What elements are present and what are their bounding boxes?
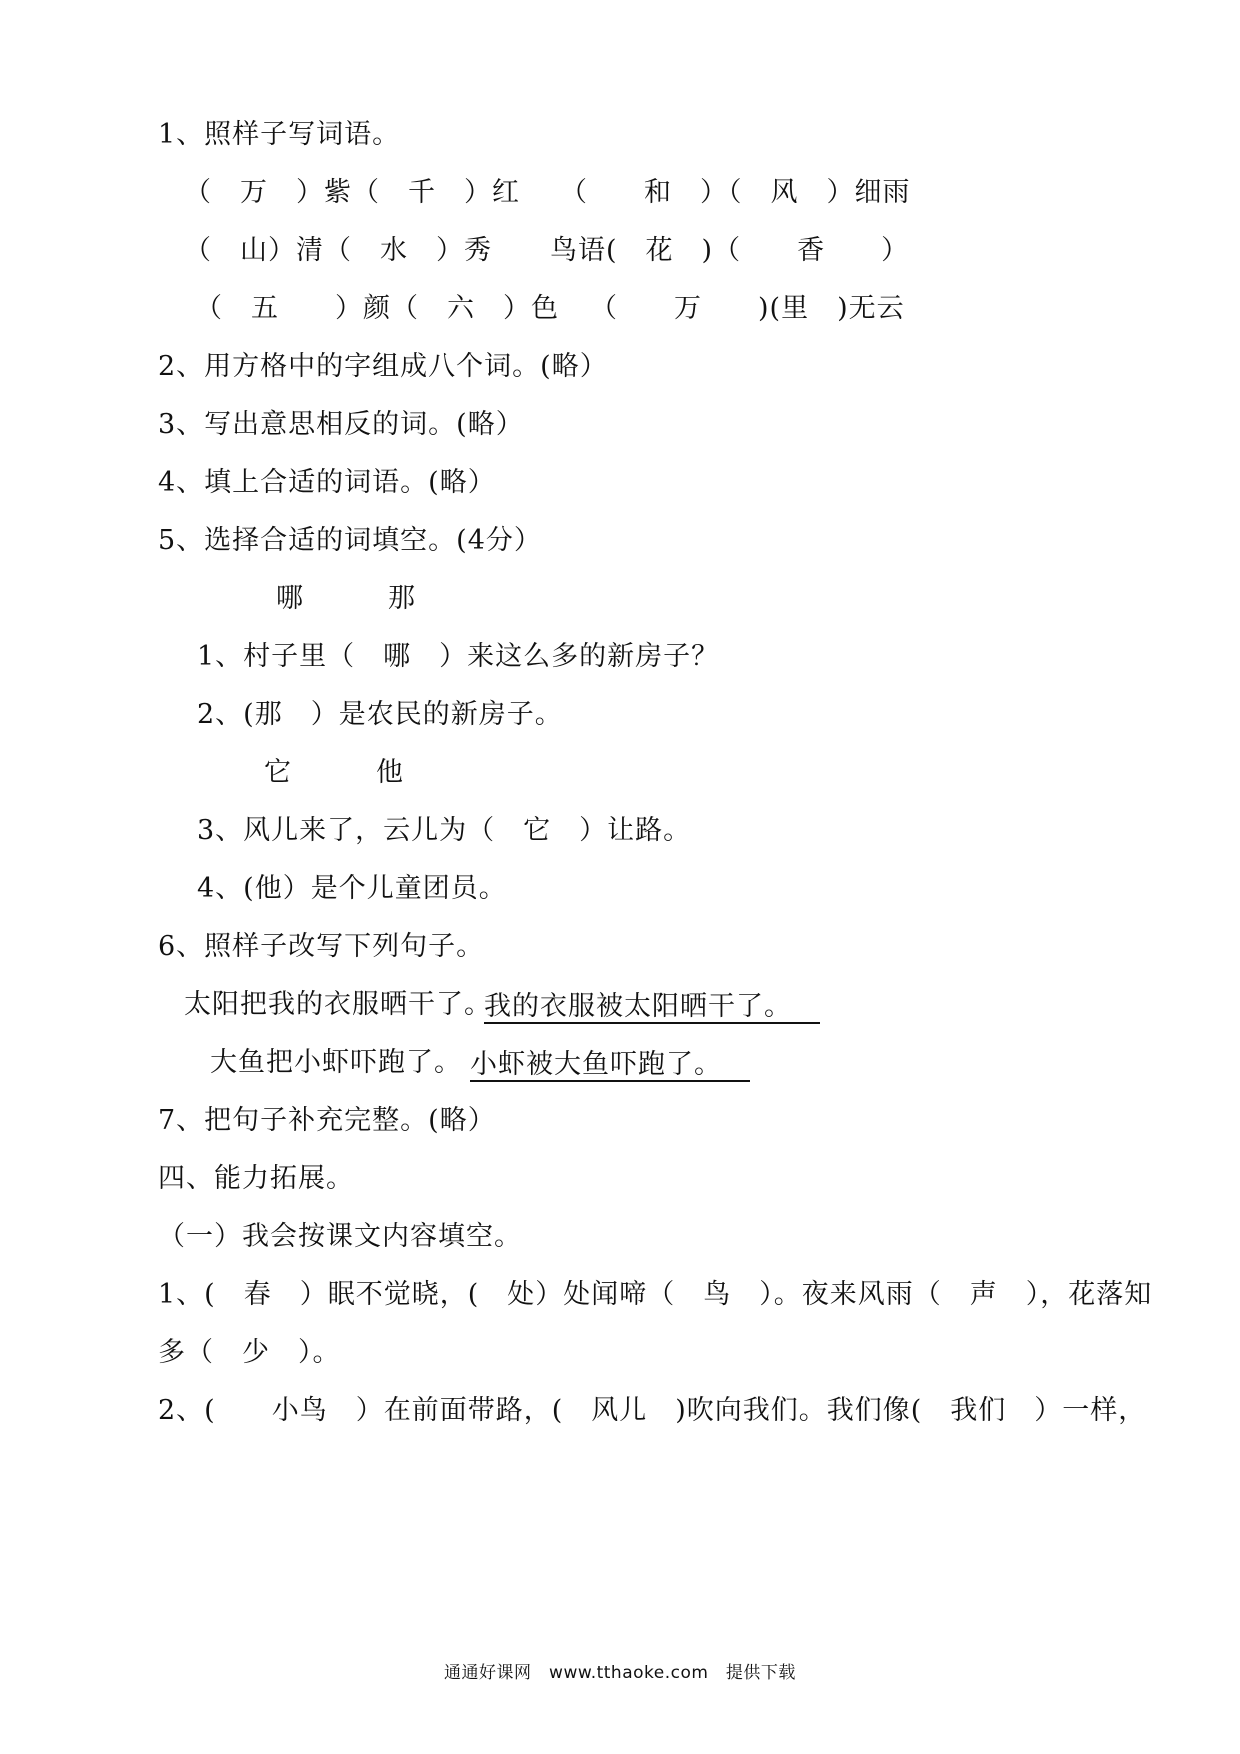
- q6-example-2: 大鱼把小虾吓跑了。: [210, 1047, 462, 1078]
- q6-answer-1: [484, 990, 820, 1024]
- section-4-part-1: （一）我会按课文内容填空。: [158, 1221, 522, 1252]
- q5-sentence-3: 3、风儿来了，云儿为（ 它 ）让路。: [197, 815, 692, 846]
- poem-fill-line-1: 1、( 春 ）眠不觉晓，( 处）处闻啼（ 鸟 ）。夜来风雨（ 声 ），花落知: [158, 1279, 1153, 1310]
- q5-sentence-2: 2、(那 ）是农民的新房子。: [197, 699, 563, 730]
- question-2: 2、用方格中的字组成八个词。(略）: [158, 351, 608, 382]
- question-3: 3、写出意思相反的词。(略）: [158, 409, 524, 440]
- q1-row1-a: （ 万 ）紫（ 千 ）红: [184, 177, 520, 208]
- footer-credit: 通通好课网 www.tthaoke.com 提供下载: [444, 1663, 796, 1683]
- section-4-heading: 四、能力拓展。: [158, 1163, 354, 1194]
- q5-options-1: 哪 那: [276, 583, 416, 614]
- question-6: 6、照样子改写下列句子。: [158, 931, 485, 962]
- question-7: 7、把句子补充完整。(略）: [158, 1105, 496, 1136]
- q1-row3-b: （ 万 )(里 )无云: [590, 293, 905, 324]
- q5-options-2: 它 他: [264, 757, 404, 788]
- q6-answer-2: [470, 1048, 750, 1082]
- q1-row1-b: （ 和 ）（ 风 ）细雨: [560, 177, 911, 208]
- q6-answer-1-text: 我的衣服被太阳晒干了。: [484, 992, 820, 1024]
- q5-sentence-4: 4、(他）是个儿童团员。: [197, 873, 507, 904]
- question-5: 5、选择合适的词填空。(4分）: [158, 525, 542, 556]
- text-fill-line-2: 2、( 小鸟 ）在前面带路，( 风儿 )吹向我们。我们像( 我们 ）一样，: [158, 1395, 1147, 1426]
- q5-sentence-1: 1、村子里（ 哪 ）来这么多的新房子？: [197, 641, 720, 672]
- poem-fill-line-2: 多（ 少 ）。: [158, 1337, 341, 1368]
- q6-example-1: 太阳把我的衣服晒干了。: [184, 989, 492, 1020]
- q1-row2-a: （ 山）清（ 水 ）秀: [184, 235, 492, 266]
- question-4: 4、填上合适的词语。(略）: [158, 467, 496, 498]
- q6-answer-2-text: 小虾被大鱼吓跑了。: [470, 1050, 750, 1082]
- q1-row2-b: 鸟语( 花 )（ 香 ）: [550, 235, 910, 266]
- question-1: 1、照样子写词语。: [158, 119, 401, 150]
- q1-row3-a: （ 五 ）颜（ 六 ）色: [195, 293, 559, 324]
